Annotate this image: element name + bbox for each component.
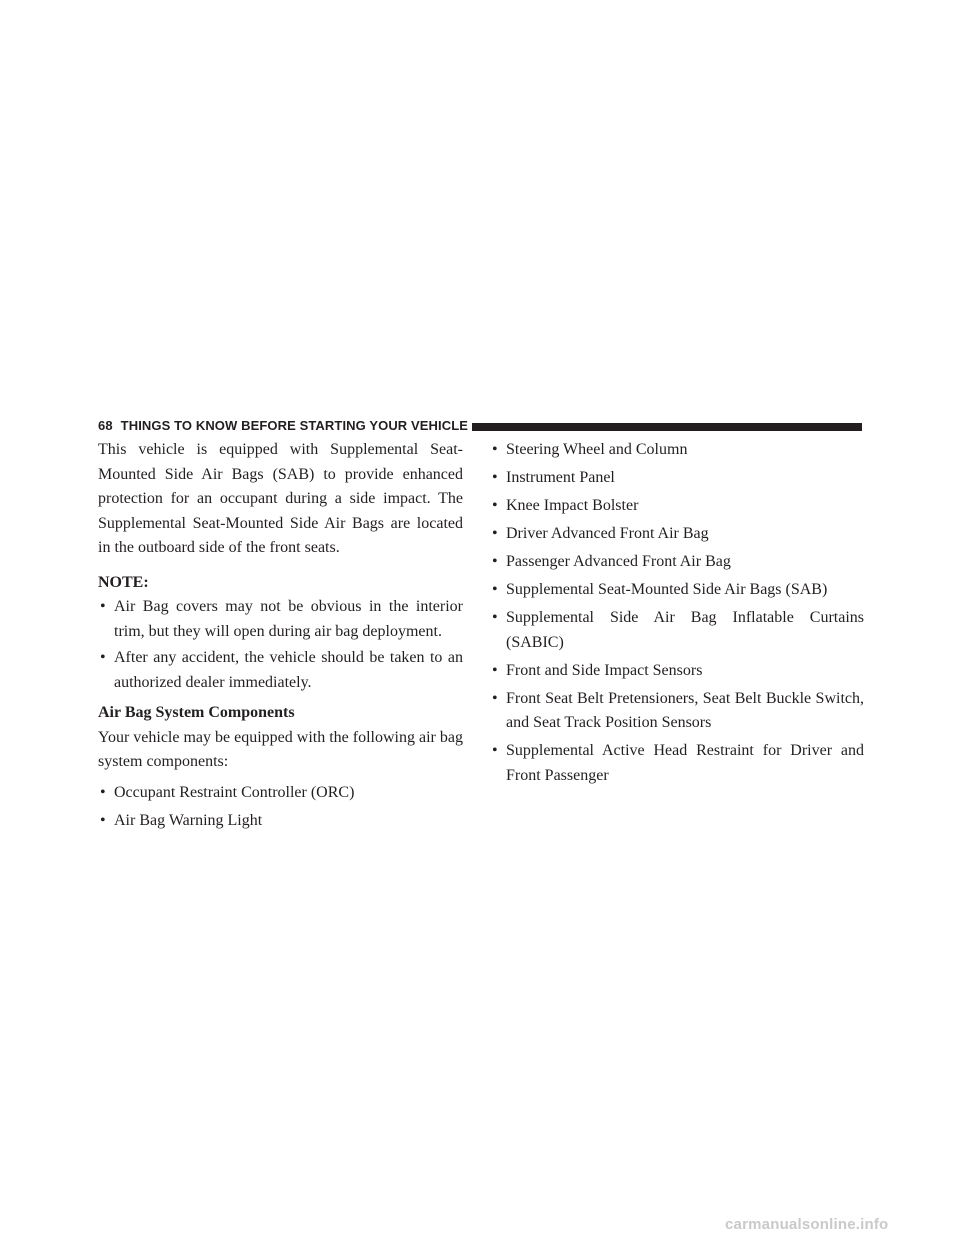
list-item <box>490 550 864 575</box>
bullet-icon: • <box>492 553 498 570</box>
bullet-icon: • <box>492 525 498 542</box>
watermark: carmanualsonline.info <box>725 1216 889 1233</box>
component-text: Knee Impact Bolster <box>506 497 639 514</box>
component-text: Occupant Restraint Controller (ORC) <box>114 783 355 801</box>
component-text: Supplemental Side Air Bag Inflatable Curtains (SABIC) <box>506 609 864 651</box>
component-text: Passenger Advanced Front Air Bag <box>506 553 731 570</box>
list-item <box>490 739 864 788</box>
bullet-icon: • <box>492 689 498 707</box>
left-column <box>98 438 463 837</box>
bullet-icon: • <box>100 598 106 615</box>
component-text: Front Seat Belt Pretensioners, Seat Belt Buckle Switch, and Seat Track Position Sensors <box>506 689 864 731</box>
bullet-icon: • <box>100 811 106 829</box>
bullet-icon: • <box>492 469 498 486</box>
list-item <box>490 438 864 463</box>
page-header <box>98 418 862 434</box>
component-text: Supplemental Active Head Restraint for Driver and Front Passenger <box>506 742 864 784</box>
list-item <box>490 494 864 519</box>
bullet-icon: • <box>492 742 498 759</box>
components-intro: Your vehicle may be equipped with the following air bag system components: <box>98 728 463 770</box>
bullet-icon: • <box>100 649 106 666</box>
list-item <box>490 687 864 736</box>
note-label: NOTE: <box>98 573 149 591</box>
list-item <box>490 659 864 684</box>
header-rule <box>472 423 862 431</box>
section-title: THINGS TO KNOW BEFORE STARTING YOUR VEHICLE <box>120 418 469 433</box>
bullet-icon: • <box>492 581 498 598</box>
list-item <box>98 809 463 834</box>
components-list-left <box>98 781 463 834</box>
right-column <box>490 438 864 792</box>
components-heading: Air Bag System Components <box>98 704 295 721</box>
list-item <box>98 646 463 695</box>
list-item <box>490 466 864 491</box>
note-text: After any accident, the vehicle should be taken to an authorized dealer immediately. <box>114 649 463 691</box>
page-number: 68 <box>98 418 113 433</box>
list-item <box>490 522 864 547</box>
list-item <box>98 781 463 806</box>
bullet-icon: • <box>492 609 498 626</box>
list-item <box>490 606 864 655</box>
bullet-icon: • <box>492 441 498 458</box>
component-text: Driver Advanced Front Air Bag <box>506 525 709 542</box>
bullet-icon: • <box>492 497 498 514</box>
components-list-right <box>490 438 864 788</box>
list-item <box>98 595 463 644</box>
component-text: Steering Wheel and Column <box>506 441 688 458</box>
note-list <box>98 595 463 695</box>
note-text: Air Bag covers may not be obvious in the interior trim, but they will open during air bag deployment. <box>114 598 463 640</box>
bullet-icon: • <box>100 783 106 801</box>
component-text: Air Bag Warning Light <box>114 811 263 829</box>
component-text: Front and Side Impact Sensors <box>506 661 703 679</box>
component-text: Instrument Panel <box>506 469 615 486</box>
component-text: Supplemental Seat-Mounted Side Air Bags (SAB) <box>506 581 828 598</box>
list-item <box>490 578 864 603</box>
intro-paragraph: This vehicle is equipped with Supplemental Seat-Mounted Side Air Bags (SAB) to provide enhanced protection for an occupant during a side impact. The Supplemental Seat-Mounted Side Air Bags are located in the outboard side of the front seats. <box>98 441 463 556</box>
bullet-icon: • <box>492 661 498 679</box>
header-label <box>98 418 468 434</box>
